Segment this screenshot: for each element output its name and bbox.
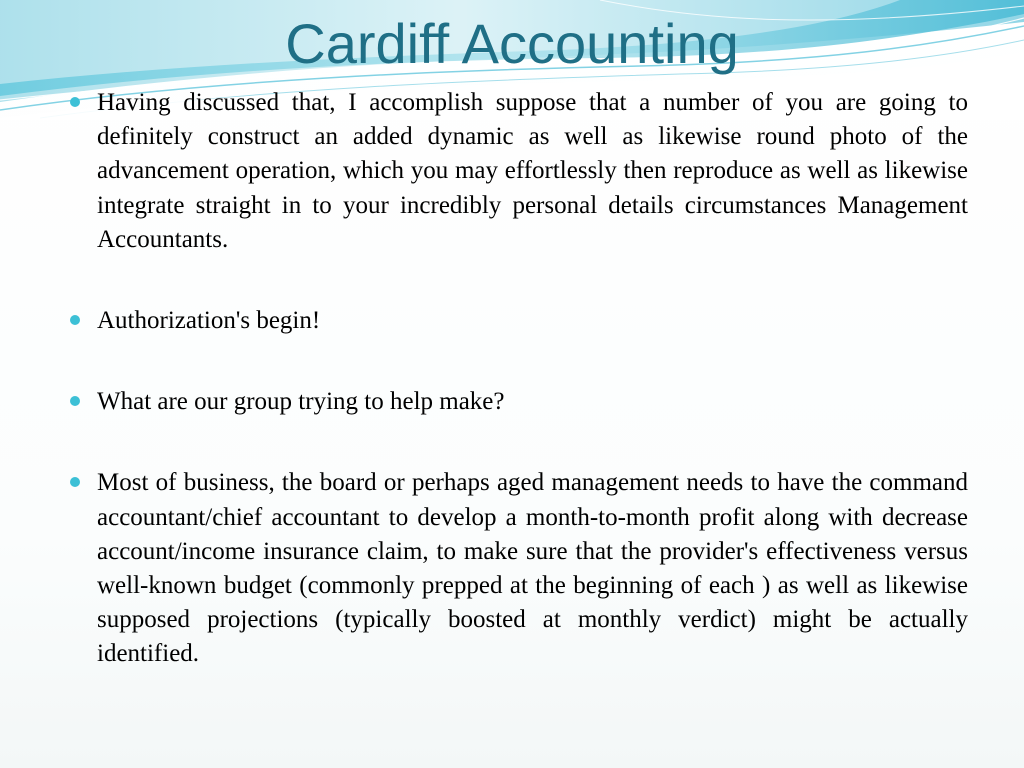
slide-title: Cardiff Accounting: [285, 12, 739, 75]
bullet-text: Most of business, the board or perhaps aged management needs to have the command accountant/chief accountant to develop a month-to-month profit along with decrease account/income insurance claim, to make sure that the provider's effectiveness versus well-known budget (commonly prepped at the beginning of each ) as well as likewise supposed projections (typically boosted at monthly verdict) might be actually identified.: [97, 469, 968, 668]
bullet-item: [66, 86, 968, 257]
bullet-text: Having discussed that, I accomplish suppose that a number of you are going to definitely construct an added dynamic as well as likewise round photo of the advancement operation, which you may effortlessly then reproduce as well as likewise integrate straight in to your incredibly personal details circumstances Management Accountants.: [97, 89, 968, 253]
bullet-dot-icon: [70, 97, 80, 107]
bullet-text: Authorization's begin!: [97, 307, 321, 335]
bullet-dot-icon: [70, 315, 80, 325]
bullet-item: [66, 385, 968, 419]
bullet-item: [66, 304, 968, 338]
bullet-text: What are our group trying to help make?: [97, 388, 505, 416]
bullet-dot-icon: [70, 396, 80, 406]
bullet-list: [66, 86, 968, 672]
bullet-item: [66, 466, 968, 671]
bullet-dot-icon: [70, 477, 80, 487]
